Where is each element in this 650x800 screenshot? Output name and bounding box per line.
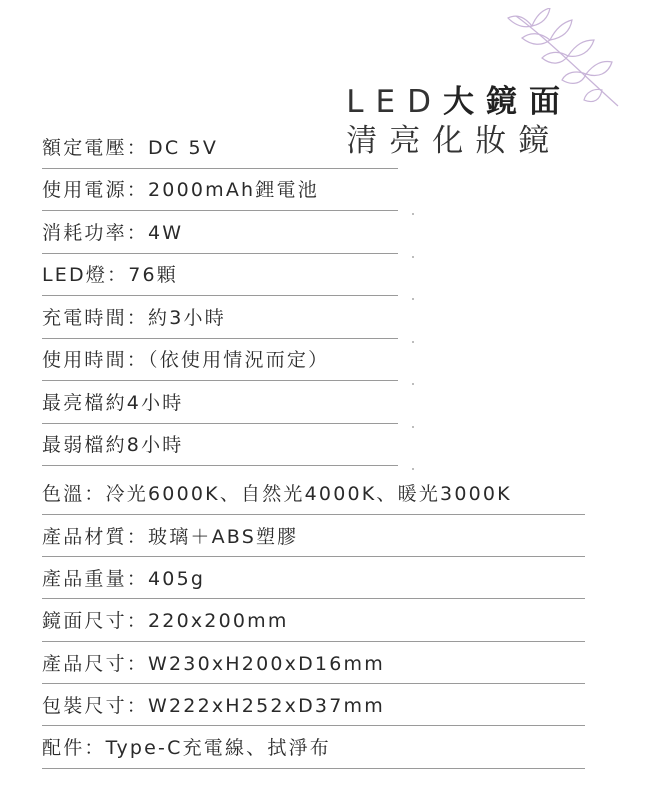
spec-use-time: 使用時間：（依使用情況而定） [42, 349, 330, 371]
title-block [346, 83, 572, 161]
divider [42, 641, 585, 642]
spec-material: 產品材質：玻璃＋ABS塑膠 [42, 526, 299, 548]
divider [42, 465, 398, 466]
spec-charge-time: 充電時間：約3小時 [42, 307, 226, 329]
divider [42, 295, 398, 296]
divider [42, 725, 585, 726]
divider [42, 423, 398, 424]
divider [42, 168, 398, 169]
dot [412, 383, 414, 385]
spec-brightest: 最亮檔約4小時 [42, 392, 184, 414]
dot [412, 468, 414, 470]
dot [412, 213, 414, 215]
title-line-2: 清亮化妝鏡 [346, 123, 562, 159]
spec-dimmest: 最弱檔約8小時 [42, 434, 184, 456]
divider [42, 598, 585, 599]
title-line-1 [346, 83, 572, 121]
title-bold: 大鏡面 [443, 84, 572, 120]
spec-led-count: LED燈：76顆 [42, 264, 178, 286]
divider [42, 380, 398, 381]
dot [412, 256, 414, 258]
spec-weight: 產品重量：405g [42, 568, 206, 590]
divider [42, 683, 585, 684]
spec-product-size: 產品尺寸：W230xH200xD16mm [42, 653, 385, 675]
spec-mirror-size: 鏡面尺寸：220x200mm [42, 610, 289, 632]
dot [412, 298, 414, 300]
divider [42, 210, 398, 211]
spec-power-source: 使用電源：2000mAh鋰電池 [42, 179, 319, 201]
spec-package-size: 包裝尺寸：W222xH252xD37mm [42, 695, 385, 717]
divider [42, 338, 398, 339]
divider [42, 768, 585, 769]
spec-voltage: 額定電壓：DC 5V [42, 137, 219, 159]
spec-color-temp: 色溫：冷光6000K、自然光4000K、暖光3000K [42, 483, 512, 505]
title-prefix: LED [346, 84, 443, 120]
spec-accessories: 配件：Type-C充電線、拭淨布 [42, 737, 331, 759]
divider [42, 253, 398, 254]
dot [412, 341, 414, 343]
dot [412, 426, 414, 428]
divider [42, 514, 585, 515]
spec-consumption: 消耗功率：4W [42, 222, 184, 244]
divider [42, 556, 585, 557]
